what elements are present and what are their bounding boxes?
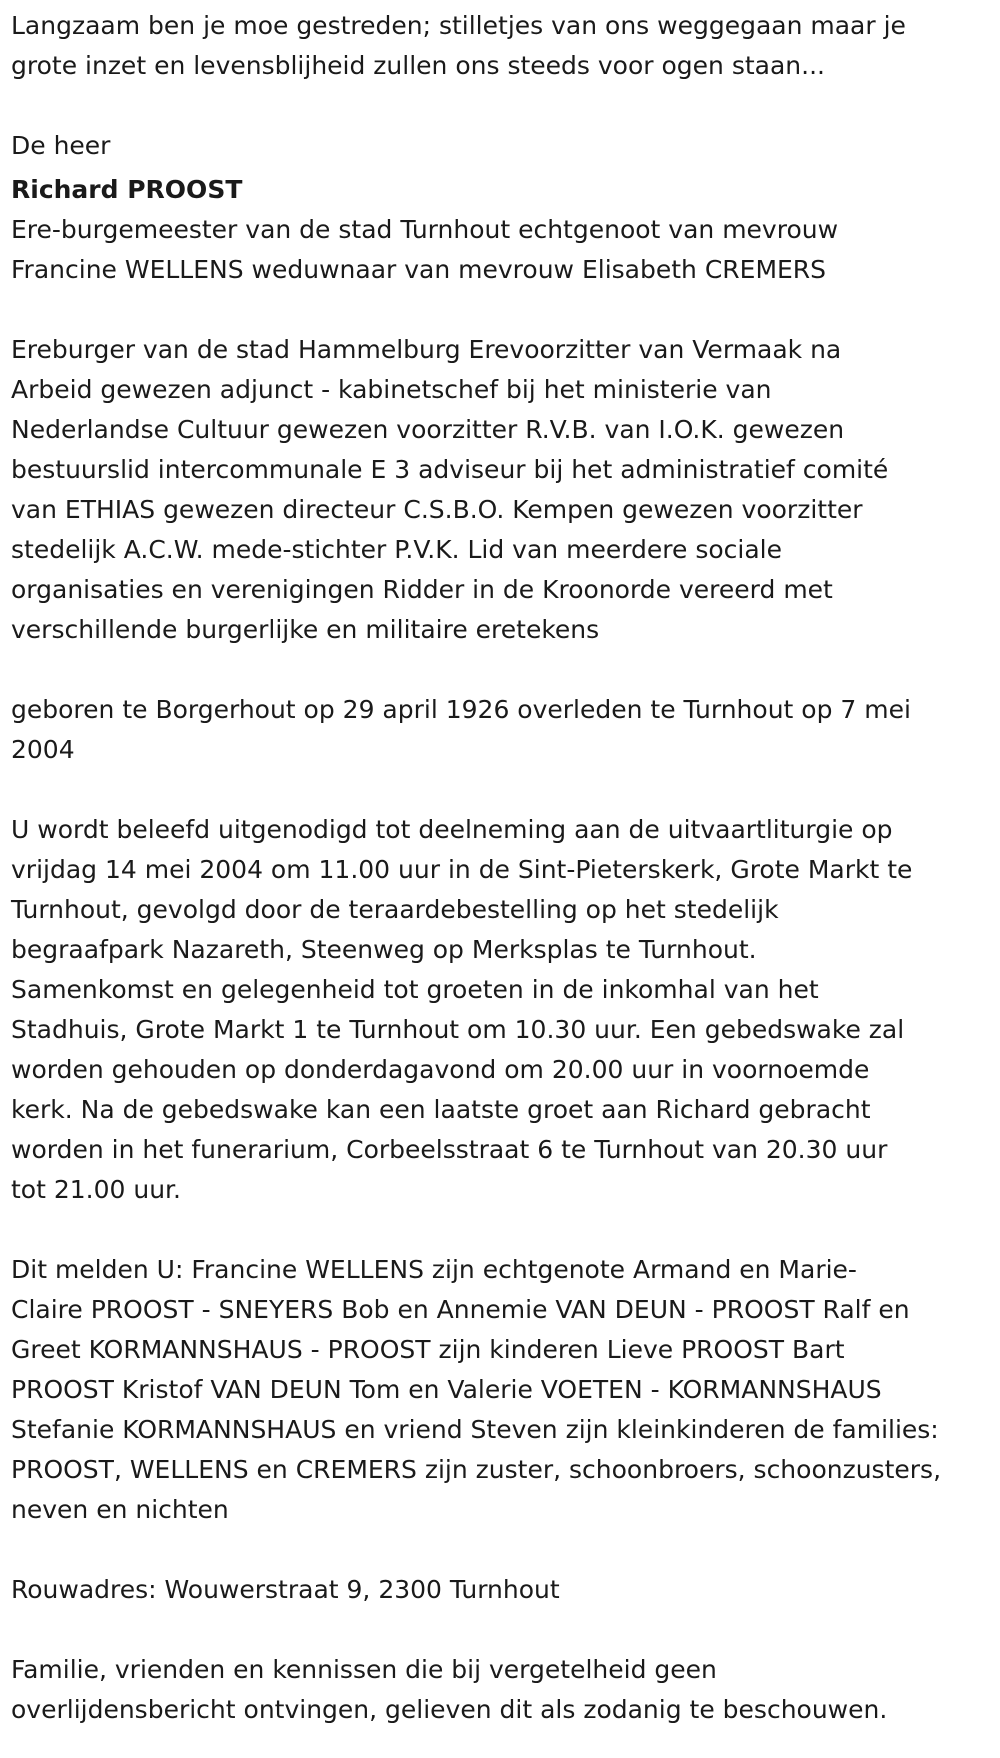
text-line: Stefanie KORMANNSHAUS en vriend Steven zijn kleinkinderen de families: xyxy=(11,1415,939,1444)
salutation: De heer xyxy=(11,131,111,160)
text-line: neven en nichten xyxy=(11,1495,229,1524)
text-line: bestuurslid intercommunale E 3 adviseur bij het administratief comité xyxy=(11,455,889,484)
text-line: kerk. Na de gebedswake kan een laatste groet aan Richard gebracht xyxy=(11,1095,871,1124)
text-line: Langzaam ben je moe gestreden; stilletjes van ons weggegaan maar je xyxy=(11,11,906,40)
text-line: worden gehouden op donderdagavond om 20.00 uur in voornoemde xyxy=(11,1055,870,1084)
text-line: Dit melden U: Francine WELLENS zijn echtgenote Armand en Marie- xyxy=(11,1255,857,1284)
titles-paragraph xyxy=(11,210,996,290)
text-line: begraafpark Nazareth, Steenweg op Merksplas te Turnhout. xyxy=(11,935,757,964)
text-line: geboren te Borgerhout op 29 april 1926 overleden te Turnhout op 7 mei xyxy=(11,695,911,724)
text-line: grote inzet en levensblijheid zullen ons steeds voor ogen staan... xyxy=(11,51,825,80)
honors-paragraph xyxy=(11,330,996,650)
text-line: worden in het funerarium, Corbeelsstraat 6 te Turnhout van 20.30 uur xyxy=(11,1135,888,1164)
death-notice xyxy=(11,0,996,1730)
text-line: U wordt beleefd uitgenodigd tot deelneming aan de uitvaartliturgie op xyxy=(11,815,893,844)
text-line: Samenkomst en gelegenheid tot groeten in de inkomhal van het xyxy=(11,975,819,1004)
funeral-paragraph xyxy=(11,810,996,1210)
text-line: stedelijk A.C.W. mede-stichter P.V.K. Lid van meerdere sociale xyxy=(11,535,783,564)
text-line: vrijdag 14 mei 2004 om 11.00 uur in de Sint-Pieterskerk, Grote Markt te xyxy=(11,855,913,884)
text-line: Francine WELLENS weduwnaar van mevrouw Elisabeth CREMERS xyxy=(11,255,827,284)
text-line: overlijdensbericht ontvingen, gelieven dit als zodanig te beschouwen. xyxy=(11,1695,888,1724)
text-line: tot 21.00 uur. xyxy=(11,1175,181,1204)
text-line: organisaties en verenigingen Ridder in de Kroonorde vereerd met xyxy=(11,575,833,604)
text-line: Greet KORMANNSHAUS - PROOST zijn kinderen Lieve PROOST Bart xyxy=(11,1335,845,1364)
text-line: 2004 xyxy=(11,735,75,764)
text-line: verschillende burgerlijke en militaire eretekens xyxy=(11,615,600,644)
text-line: Arbeid gewezen adjunct - kabinetschef bij het ministerie van xyxy=(11,375,772,404)
closing-paragraph xyxy=(11,1650,996,1730)
text-line: Ereburger van de stad Hammelburg Erevoorzitter van Vermaak na xyxy=(11,335,842,364)
mourning-address xyxy=(11,1570,996,1610)
text-line: van ETHIAS gewezen directeur C.S.B.O. Kempen gewezen voorzitter xyxy=(11,495,863,524)
text-line: Claire PROOST - SNEYERS Bob en Annemie VAN DEUN - PROOST Ralf en xyxy=(11,1295,910,1324)
text-line: Familie, vrienden en kennissen die bij vergetelheid geen xyxy=(11,1655,717,1684)
text-line: PROOST, WELLENS en CREMERS zijn zuster, schoonbroers, schoonzusters, xyxy=(11,1455,942,1484)
text-line: PROOST Kristof VAN DEUN Tom en Valerie VOETEN - KORMANNSHAUS xyxy=(11,1375,882,1404)
text-line: Ere-burgemeester van de stad Turnhout echtgenoot van mevrouw xyxy=(11,215,839,244)
family-paragraph xyxy=(11,1250,996,1530)
deceased-name: Richard PROOST xyxy=(11,175,243,204)
text-line: Rouwadres: Wouwerstraat 9, 2300 Turnhout xyxy=(11,1575,560,1604)
text-line: Nederlandse Cultuur gewezen voorzitter R.V.B. van I.O.K. gewezen xyxy=(11,415,845,444)
birth-death-paragraph xyxy=(11,690,996,770)
intro-verse xyxy=(11,6,996,86)
text-line: Turnhout, gevolgd door de teraardebestelling op het stedelijk xyxy=(11,895,779,924)
text-line: Stadhuis, Grote Markt 1 te Turnhout om 10.30 uur. Een gebedswake zal xyxy=(11,1015,905,1044)
